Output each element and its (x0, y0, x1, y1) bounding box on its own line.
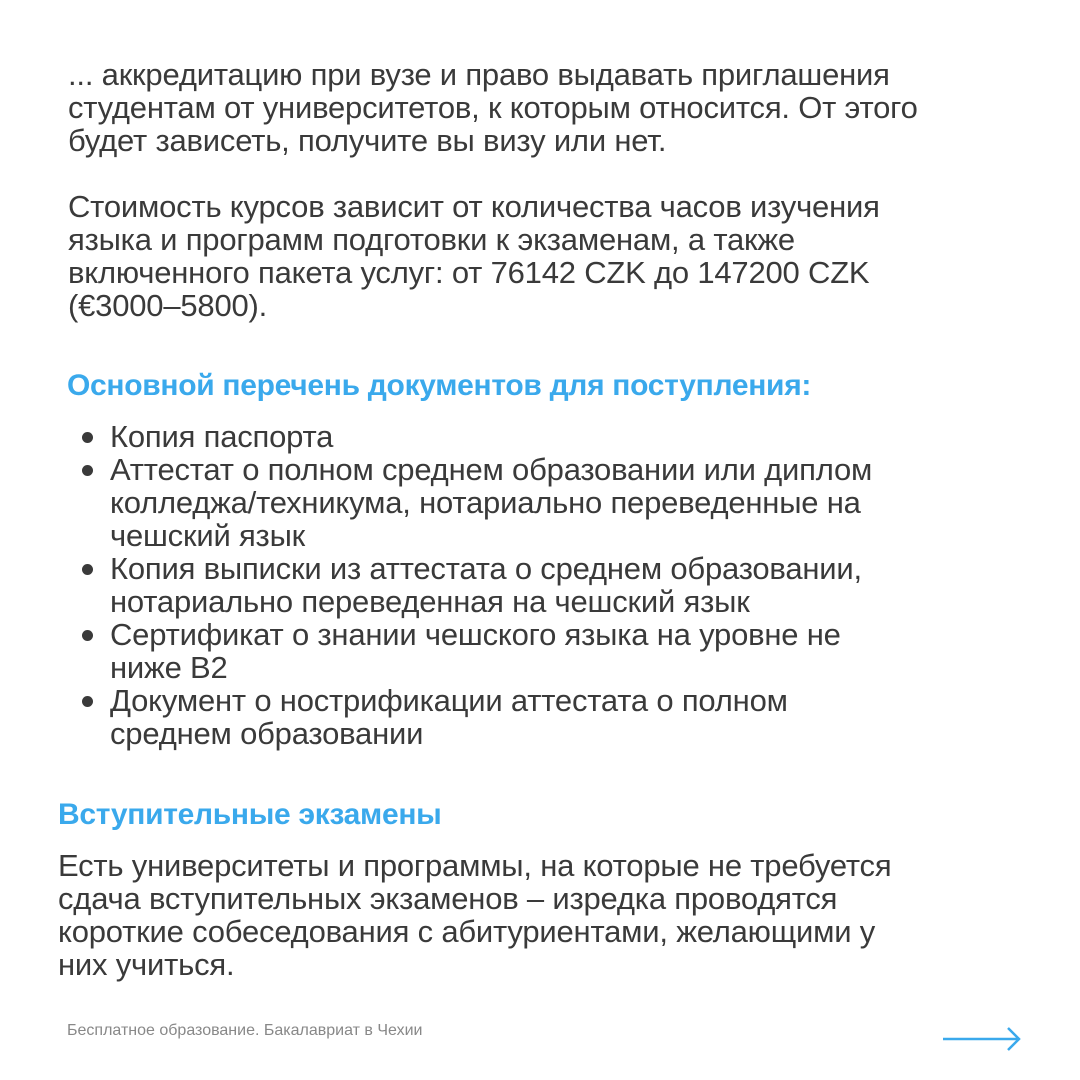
text-line: ... аккредитацию при вузе и право выдавать приглашения (68, 57, 890, 92)
text-line: Документ о нострификации аттестата о полном (110, 683, 788, 718)
text-line: сдача вступительных экзаменов – изредка проводятся (58, 881, 838, 916)
list-item (68, 618, 872, 684)
documents-list (68, 420, 872, 750)
text-line: языка и программ подготовки к экзаменам, а также (68, 222, 795, 257)
bullet-icon (82, 696, 93, 707)
text-line: короткие собеседования с абитуриентами, желающими у (58, 914, 876, 949)
list-item (68, 453, 872, 552)
text-line: включенного пакета услуг: от 76142 CZK до 147200 CZK (68, 255, 870, 290)
text-line: нотариально переведенная на чешский язык (110, 584, 750, 619)
text-line: Стоимость курсов зависит от количества часов изучения (68, 189, 880, 224)
text-line: Копия выписки из аттестата о среднем образовании, (110, 551, 862, 586)
list-item (68, 684, 872, 750)
text-line: Есть университеты и программы, на которые не требуется (58, 848, 892, 883)
list-item (68, 420, 872, 453)
text-line: среднем образовании (110, 716, 424, 751)
text-line: них учиться. (58, 947, 235, 982)
documents-heading: Основной перечень документов для поступления: (67, 369, 812, 402)
intro-paragraph-2 (68, 190, 880, 322)
text-line: чешский язык (110, 518, 306, 553)
bullet-icon (82, 564, 93, 575)
bullet-icon (82, 465, 93, 476)
exams-heading: Вступительные экзамены (58, 798, 442, 831)
text-line: ниже В2 (110, 650, 228, 685)
text-line: Копия паспорта (110, 419, 334, 454)
bullet-icon (82, 432, 93, 443)
exams-paragraph (58, 849, 891, 981)
text-line: студентам от университетов, к которым относится. От этого (68, 90, 918, 125)
intro-paragraph-1 (68, 58, 918, 157)
text-line: (€3000–5800). (68, 288, 268, 323)
arrow-right-icon[interactable] (942, 1026, 1022, 1057)
text-line: колледжа/техникума, нотариально переведенные на (110, 485, 861, 520)
bullet-icon (82, 630, 93, 641)
list-item (68, 552, 872, 618)
text-line: Аттестат о полном среднем образовании или диплом (110, 452, 873, 487)
footer-caption: Бесплатное образование. Бакалавриат в Чехии (67, 1022, 423, 1039)
text-line: будет зависеть, получите вы визу или нет. (68, 123, 667, 158)
text-line: Сертификат о знании чешского языка на уровне не (110, 617, 841, 652)
